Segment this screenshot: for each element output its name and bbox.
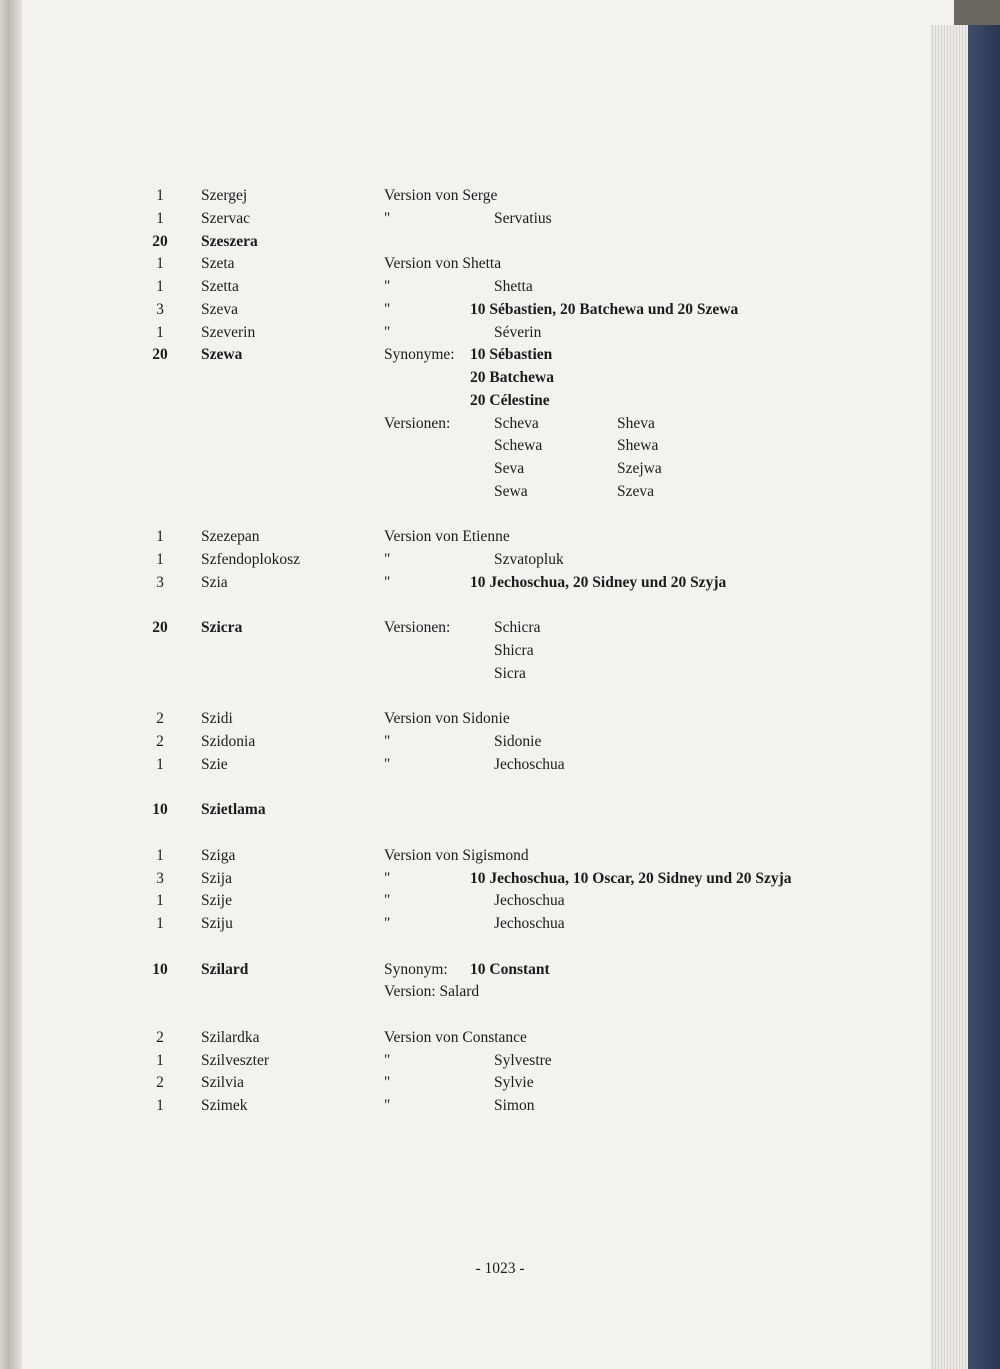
entry-count: 20: [152, 619, 168, 637]
entry-count: 1: [156, 1051, 164, 1069]
entry-count: 1: [156, 278, 164, 295]
entry-count: 3: [156, 869, 164, 887]
entry-reference-alt: Szejwa: [617, 460, 662, 477]
entry-name: Szilveszter: [201, 1051, 270, 1069]
entry-reference: Sylvestre: [494, 1051, 552, 1069]
entry-reference: Schicra: [494, 619, 541, 637]
entry-relation: ": [384, 869, 391, 887]
entry-count: 1: [156, 915, 164, 932]
entry-relation: ": [384, 300, 391, 318]
entry-name: Szeta: [201, 255, 235, 273]
entry-count: 1: [156, 1097, 164, 1114]
entry-name: Szeva: [201, 300, 239, 318]
entry-count: 1: [156, 846, 164, 864]
entry-relation: ": [384, 1097, 391, 1114]
entry-relation: ": [384, 1051, 391, 1069]
entry-name: Szfendoplokosz: [201, 551, 301, 568]
book-left-edge: [0, 0, 22, 1369]
entry-count: 10: [152, 801, 168, 819]
entry-name: Szija: [201, 869, 232, 887]
entry-name: Szietlama: [201, 801, 266, 819]
entry-count: 2: [156, 733, 164, 750]
entry-relation: Version von Sidonie: [384, 710, 510, 728]
entry-reference: Scheva: [494, 414, 539, 432]
entry-name: Szervac: [201, 209, 251, 227]
entry-reference: Jechoschua: [494, 915, 565, 932]
entry-relation: Synonyme:: [384, 346, 455, 364]
entry-reference: Jechoschua: [494, 755, 565, 773]
entry-reference: Shicra: [494, 642, 534, 659]
entry-relation: Version von Constance: [384, 1028, 527, 1046]
entry-relation: ": [384, 278, 391, 295]
entry-name: Szilvia: [201, 1074, 245, 1092]
entry-name: Szeverin: [201, 323, 256, 341]
entry-name: Szia: [201, 573, 228, 591]
entry-relation: ": [384, 892, 391, 910]
entry-reference: 20 Batchewa: [470, 369, 554, 386]
entry-relation: ": [384, 209, 391, 227]
entry-count: 2: [156, 1074, 164, 1092]
entry-count: 1: [156, 528, 164, 546]
entry-reference: 10 Sébastien: [470, 346, 553, 364]
entry-relation: Version von Sigismond: [384, 846, 529, 864]
entry-reference: 10 Jechoschua, 20 Sidney und 20 Szyja: [470, 573, 727, 591]
entry-reference: Sicra: [494, 664, 526, 682]
entry-reference: Sylvie: [494, 1074, 534, 1092]
page-number: - 1023 -: [475, 1260, 525, 1277]
entry-reference: Szvatopluk: [494, 551, 564, 568]
entry-name: Szilard: [201, 960, 249, 978]
entry-relation: Version: Salard: [384, 983, 480, 1001]
entry-name: Szicra: [201, 619, 243, 637]
entry-count: 20: [152, 232, 168, 250]
entry-name: Szetta: [201, 278, 239, 295]
entry-count: 1: [156, 255, 164, 273]
entry-name: Szije: [201, 892, 232, 910]
entry-name: Szilardka: [201, 1028, 260, 1046]
entry-relation: ": [384, 551, 391, 568]
entry-relation: Versionen:: [384, 414, 451, 432]
entry-name: Szidonia: [201, 733, 256, 750]
entry-count: 3: [156, 573, 164, 591]
entry-name: Szezepan: [201, 528, 260, 546]
entry-reference: Jechoschua: [494, 892, 565, 910]
book-cover-edge: [968, 25, 1000, 1369]
entry-name: Sziga: [201, 846, 236, 864]
entry-name: Szewa: [201, 346, 243, 364]
entry-name: Szeszera: [201, 232, 258, 250]
entry-name: Szidi: [201, 710, 233, 728]
entry-reference: Schewa: [494, 437, 543, 455]
entry-count: 1: [156, 892, 164, 910]
entry-count: 1: [156, 551, 164, 568]
entry-count: 1: [156, 209, 164, 227]
entry-relation: ": [384, 915, 391, 932]
entry-name: Szimek: [201, 1097, 248, 1114]
entry-count: 1: [156, 323, 164, 341]
entry-reference: Sidonie: [494, 733, 542, 750]
entry-relation: Version von Serge: [384, 187, 498, 204]
entry-reference: 20 Célestine: [470, 391, 550, 409]
entry-relation: ": [384, 755, 391, 773]
entry-relation: Versionen:: [384, 619, 451, 637]
entry-count: 1: [156, 187, 164, 204]
entry-reference-alt: Sheva: [617, 414, 655, 432]
entry-reference: Servatius: [494, 209, 552, 227]
entry-name: Szergej: [201, 187, 248, 204]
entry-count: 1: [156, 755, 164, 773]
entry-count: 2: [156, 710, 164, 728]
entry-reference-alt: Szeva: [617, 482, 655, 500]
entry-reference-alt: Shewa: [617, 437, 659, 455]
entry-relation: Version von Etienne: [384, 528, 510, 546]
entry-reference: Simon: [494, 1097, 535, 1114]
entry-count: 20: [152, 346, 168, 364]
entry-reference: Shetta: [494, 278, 533, 295]
entry-relation: ": [384, 1074, 391, 1092]
entry-name: Szie: [201, 755, 228, 773]
entry-reference: 10 Constant: [470, 960, 550, 978]
entry-count: 2: [156, 1028, 164, 1046]
entry-reference: Seva: [494, 460, 525, 477]
entry-name: Sziju: [201, 915, 233, 932]
entry-relation: ": [384, 573, 391, 591]
entry-reference: Séverin: [494, 323, 542, 341]
entry-relation: Version von Shetta: [384, 255, 502, 273]
entry-reference: Sewa: [494, 482, 528, 500]
entry-relation: ": [384, 733, 391, 750]
entry-relation: Synonym:: [384, 960, 448, 978]
entry-count: 10: [152, 960, 168, 978]
entry-count: 3: [156, 300, 164, 318]
entry-relation: ": [384, 323, 391, 341]
entry-reference: 10 Jechoschua, 10 Oscar, 20 Sidney und 20 Szyja: [470, 869, 792, 887]
entry-reference: 10 Sébastien, 20 Batchewa und 20 Szewa: [470, 300, 739, 318]
